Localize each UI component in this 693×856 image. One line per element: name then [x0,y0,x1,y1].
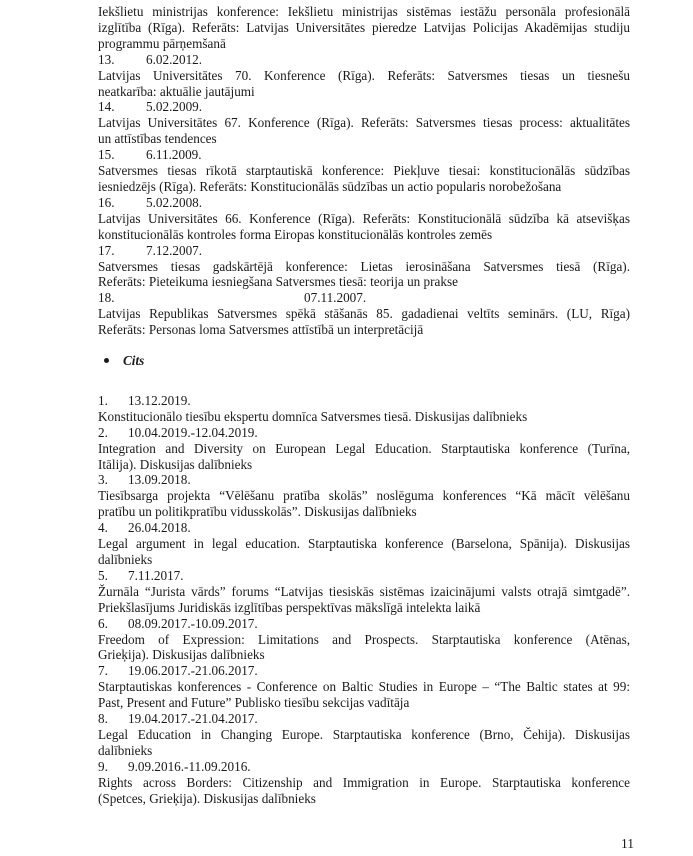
text-line: Satversmes tiesas gadskārtējā konference: Lietas ierosināšana Satversmes tiesā (Rīga). [98,258,630,274]
entry-16 [98,195,630,243]
entry-number: 15. [98,147,115,163]
entry-date: 6.02.2012. [146,51,203,67]
text-line: konstitucionālās kontroles forma Eiropas konstitucionālās kontroles zemēs [98,226,493,242]
entry-number: 3. [98,472,108,488]
text-line: Referāts: Personas loma Satversmes attīstībā un interpretācijā [98,322,424,338]
page-number: 11 [621,836,634,851]
document-page [98,4,630,806]
text-line: Rights across Borders: Citizenship and Immigration in Europe. Starptautiska konference [98,774,630,790]
entry-number: 6. [98,615,108,631]
text-line: Žurnāla “Jurista vārds” forums “Latvijas tiesiskās sistēmas izaicinājumi valsts otrajā simtgadē”. [98,583,630,599]
text-line: Referāts: Pieteikuma iesniegšana Satversmes tiesā: teorija un prakse [98,274,458,290]
text-line: Legal Education in Changing Europe. Starptautiska konference (Brno, Čehija). Diskusijas [98,726,630,742]
text-line: Latvijas Universitātes 66. Konference (Rīga). Referāts: Konstitucionālā sūdzība kā atsevišķas [98,210,630,226]
text-line: Satversmes tiesas rīkotā starptautiskā konference: Piekļuve tiesai: konstitucionālās sūdzības [98,163,630,179]
cits-entry-7 [98,663,630,711]
text-line: (Spetces, Grieķija). Diskusijas dalībnieks [98,790,316,806]
cits-entry-4 [98,520,630,568]
text-line: dalībnieks [98,551,153,567]
entry-number: 7. [98,663,108,679]
entry-date: 13.09.2018. [128,472,191,488]
entry-date: 7.11.2017. [128,567,184,583]
text-line: Integration and Diversity on European Legal Education. Starptautiska konference (Turīna, [98,440,630,456]
cits-entry-1 [98,393,630,425]
text-line: Legal argument in legal education. Starptautiska konference (Barselona, Spānija). Diskusijas [98,536,630,552]
entry-date: 5.02.2009. [146,99,203,115]
text-line: Latvijas Universitātes 67. Konference (Rīga). Referāts: Satversmes tiesas process: aktualitātes [98,115,630,131]
cits-entry-2 [98,425,630,473]
section-heading-cits [98,353,630,369]
text-line: Past, Present and Future” Publisko tiesību sekcijas vadītāja [98,695,410,711]
entry-number: 9. [98,758,108,774]
cits-entry-3 [98,472,630,520]
text-line: Grieķija). Diskusijas dalībnieks [98,647,265,663]
entry-number: 17. [98,242,115,258]
entry-number: 1. [98,392,108,408]
entry-date: 6.11.2009. [146,147,202,163]
entry-date: 7.12.2007. [146,242,203,258]
entry-number: 18. [98,290,115,306]
entry-17 [98,243,630,291]
entry-date: 5.02.2008. [146,194,203,210]
entry-date: 19.04.2017.-21.04.2017. [128,711,258,727]
entry-13 [98,52,630,100]
cits-entry-5 [98,568,630,616]
text-line: Latvijas Universitātes 70. Konference (Rīga). Referāts: Satversmes tiesas un tiesnešu [98,67,630,83]
entry-date: 19.06.2017.-21.06.2017. [128,663,258,679]
section-heading-label: Cits [123,353,145,369]
entry-number: 8. [98,711,108,727]
text-line: Latvijas Republikas Satversmes spēkā stāšanās 85. gadadienai veltīts seminārs. (LU, Rīga) [98,306,630,322]
entry-number: 4. [98,520,108,536]
entry-number: 13. [98,51,115,67]
text-line: Priekšlasījums Juridiskās izglītības perspektīvas mākslīgā intelekta laikā [98,599,481,615]
text-line: izglītība (Rīga). Referāts: Latvijas Universitātes pieredze Latvijas Policijas Akadēmijas studiju [98,19,630,35]
text-line: programmu pārņemšanā [98,35,226,51]
entry-date: 10.04.2019.-12.04.2019. [128,424,258,440]
text-line: neatkarība: aktuālie jautājumi [98,83,255,99]
text-line: un attīstības tendences [98,131,217,147]
cits-entry-8 [98,711,630,759]
entry-number: 2. [98,424,108,440]
text-line: dalībnieks [98,742,153,758]
entry-14 [98,99,630,147]
cits-entry-6 [98,616,630,664]
entry-number: 14. [98,99,115,115]
entry-date: 9.09.2016.-11.09.2016. [128,758,251,774]
text-line: Iekšlietu ministrijas konference: Iekšlietu ministrijas sistēmas iestāžu personāla profesionālā [98,4,630,19]
text-line: Starptautiskas konferences - Conference on Baltic Studies in Europe – “The Baltic states at 99: [98,679,630,695]
text-line: Itālija). Diskusijas dalībnieks [98,456,253,472]
text-line: Freedom of Expression: Limitations and Prospects. Starptautiska konference (Atēnas, [98,631,630,647]
entry-15 [98,147,630,195]
text-line: pratību un politikpratību vidusskolās”. Diskusijas dalībnieks [98,504,417,520]
entry-number: 5. [98,567,108,583]
text-line: Konstitucionālo tiesību ekspertu domnīca Satversmes tiesā. Diskusijas dalībnieks [98,408,528,424]
entry-date: 08.09.2017.-10.09.2017. [128,615,258,631]
entry-12-text [98,4,630,52]
text-line: Tiesībsarga projekta “Vēlēšanu pratība skolās” noslēguma konferences “Kā mācīt vēlēšanu [98,488,630,504]
bullet-icon [104,358,109,363]
cits-entry-9 [98,759,630,807]
entry-18 [98,290,630,338]
entry-number: 16. [98,194,115,210]
entry-date: 13.12.2019. [128,392,191,408]
text-line: iesniedzējs (Rīga). Referāts: Konstitucionālās sūdzības un actio popularis norobežošana [98,178,562,194]
entry-date: 26.04.2018. [128,520,191,536]
entry-date: 07.11.2007. [304,290,367,306]
